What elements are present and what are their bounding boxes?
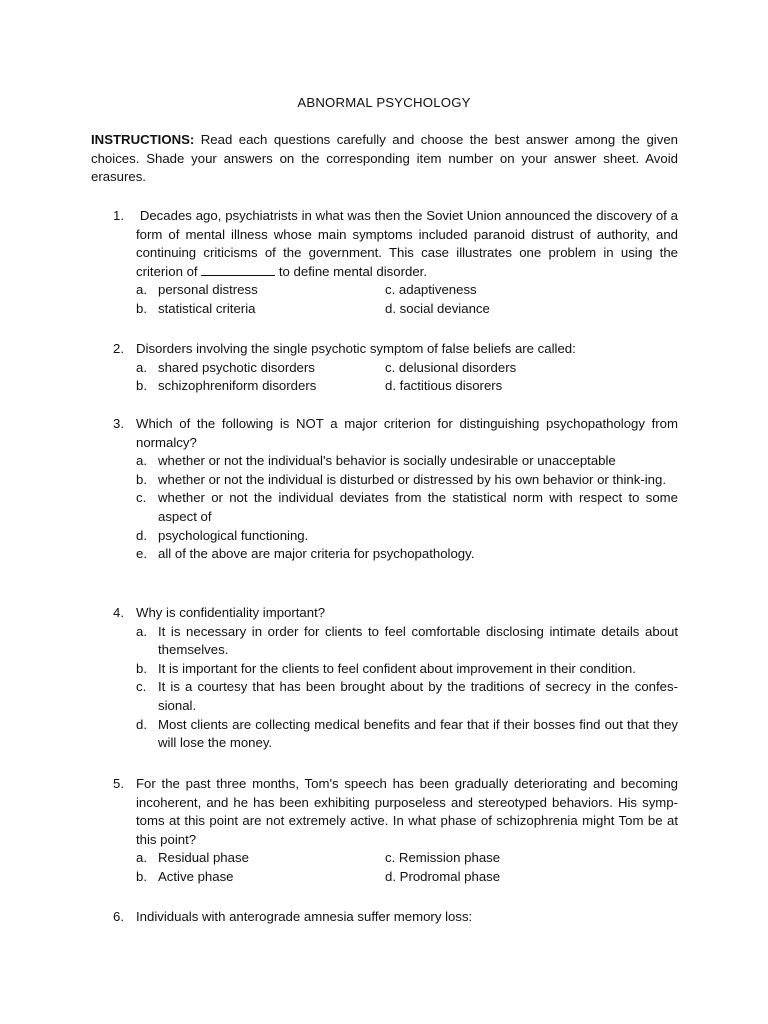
question-number: 5.: [113, 776, 124, 791]
answer-blank: [201, 263, 275, 276]
question-number: 6.: [113, 909, 124, 924]
question-2: [113, 340, 678, 396]
choice-d: d. factitious disorers: [385, 378, 503, 394]
choice-e: e. all of the above are major criteria for psychopathology.: [136, 546, 475, 562]
choice-a: a. whether or not the individual's behavior is socially undesirable or unacceptable: [136, 453, 616, 469]
question-number: 3.: [113, 416, 124, 431]
choice-d: d. Prodromal phase: [385, 868, 501, 884]
question-number: 4.: [113, 605, 124, 620]
choice-b: b. It is important for the clients to feel confident about improvement in their condition.: [136, 660, 636, 676]
page-title: ABNORMAL PSYCHOLOGY: [297, 95, 471, 110]
question-text: Individuals with anterograde amnesia suffer memory loss:: [136, 909, 473, 924]
choice-c: c. delusional disorders: [385, 359, 517, 375]
question-1: [113, 207, 678, 319]
choices: [136, 359, 678, 396]
question-text: Why is confidentiality important?: [136, 605, 326, 620]
choices: [136, 623, 678, 753]
question-text: Disorders involving the single psychotic symptom of false beliefs are called:: [136, 341, 576, 356]
choices: [136, 452, 678, 564]
choice-c: c. adaptiveness: [385, 282, 477, 298]
question-text: Decades ago, psychiatrists in what was then the Soviet Union announced the discovery of a form of mental illness whose main symptoms included paranoid distrust of authority, and continuing criticisms of the government. This case illustrates one problem in using the criterion of to define mental disorder.: [136, 208, 678, 279]
choice-c: c. It is a courtesy that has been brought about by the traditions of secrecy in the confes-sional.: [136, 679, 678, 713]
choice-b: b. schizophreniform disorders: [136, 378, 317, 394]
choices: [136, 849, 678, 886]
instructions-text: Read each questions carefully and choose the best answer among the given choices. Shade your answers on the corresponding item number on your answer sheet. Avoid erasures.: [91, 132, 678, 185]
choice-a: a. Residual phase: [136, 850, 249, 866]
instructions-paragraph: [91, 131, 678, 187]
question-6: [113, 908, 678, 927]
choice-d: d. social deviance: [385, 300, 490, 316]
question-3: [113, 415, 678, 564]
question-text: Which of the following is NOT a major criterion for distinguishing psychopathology from normalcy?: [136, 416, 678, 450]
choice-d: d. Most clients are collecting medical benefits and fear that if their bosses find out that they will lose the money.: [136, 716, 678, 751]
choices: [136, 281, 678, 318]
question-text: For the past three months, Tom's speech has been gradually deteriorating and becoming incoherent, and he has been exhibiting purposeless and stereotyped behaviors. His symp-toms at this point are not extremely active. In what phase of schizophrenia might Tom be at this point?: [136, 776, 678, 847]
question-number: 2.: [113, 341, 124, 356]
question-4: [113, 604, 678, 753]
choice-b: b. statistical criteria: [136, 300, 256, 316]
choice-a: a. personal distress: [136, 282, 258, 298]
choice-a: a. shared psychotic disorders: [136, 359, 315, 375]
choice-d: d. psychological functioning.: [136, 527, 309, 543]
instructions-label: INSTRUCTIONS:: [91, 132, 195, 147]
choice-a: a. It is necessary in order for clients to feel comfortable disclosing intimate details about themselves.: [136, 623, 678, 658]
choice-b: b. whether or not the individual is disturbed or distressed by his own behavior or think-ing.: [136, 471, 666, 487]
choice-b: b. Active phase: [136, 868, 234, 884]
choice-c: c. Remission phase: [385, 850, 501, 866]
question-number: 1.: [113, 208, 124, 223]
question-5: [113, 775, 678, 887]
choice-c: c. whether or not the individual deviates from the statistical norm with respect to some aspect of: [136, 490, 678, 524]
